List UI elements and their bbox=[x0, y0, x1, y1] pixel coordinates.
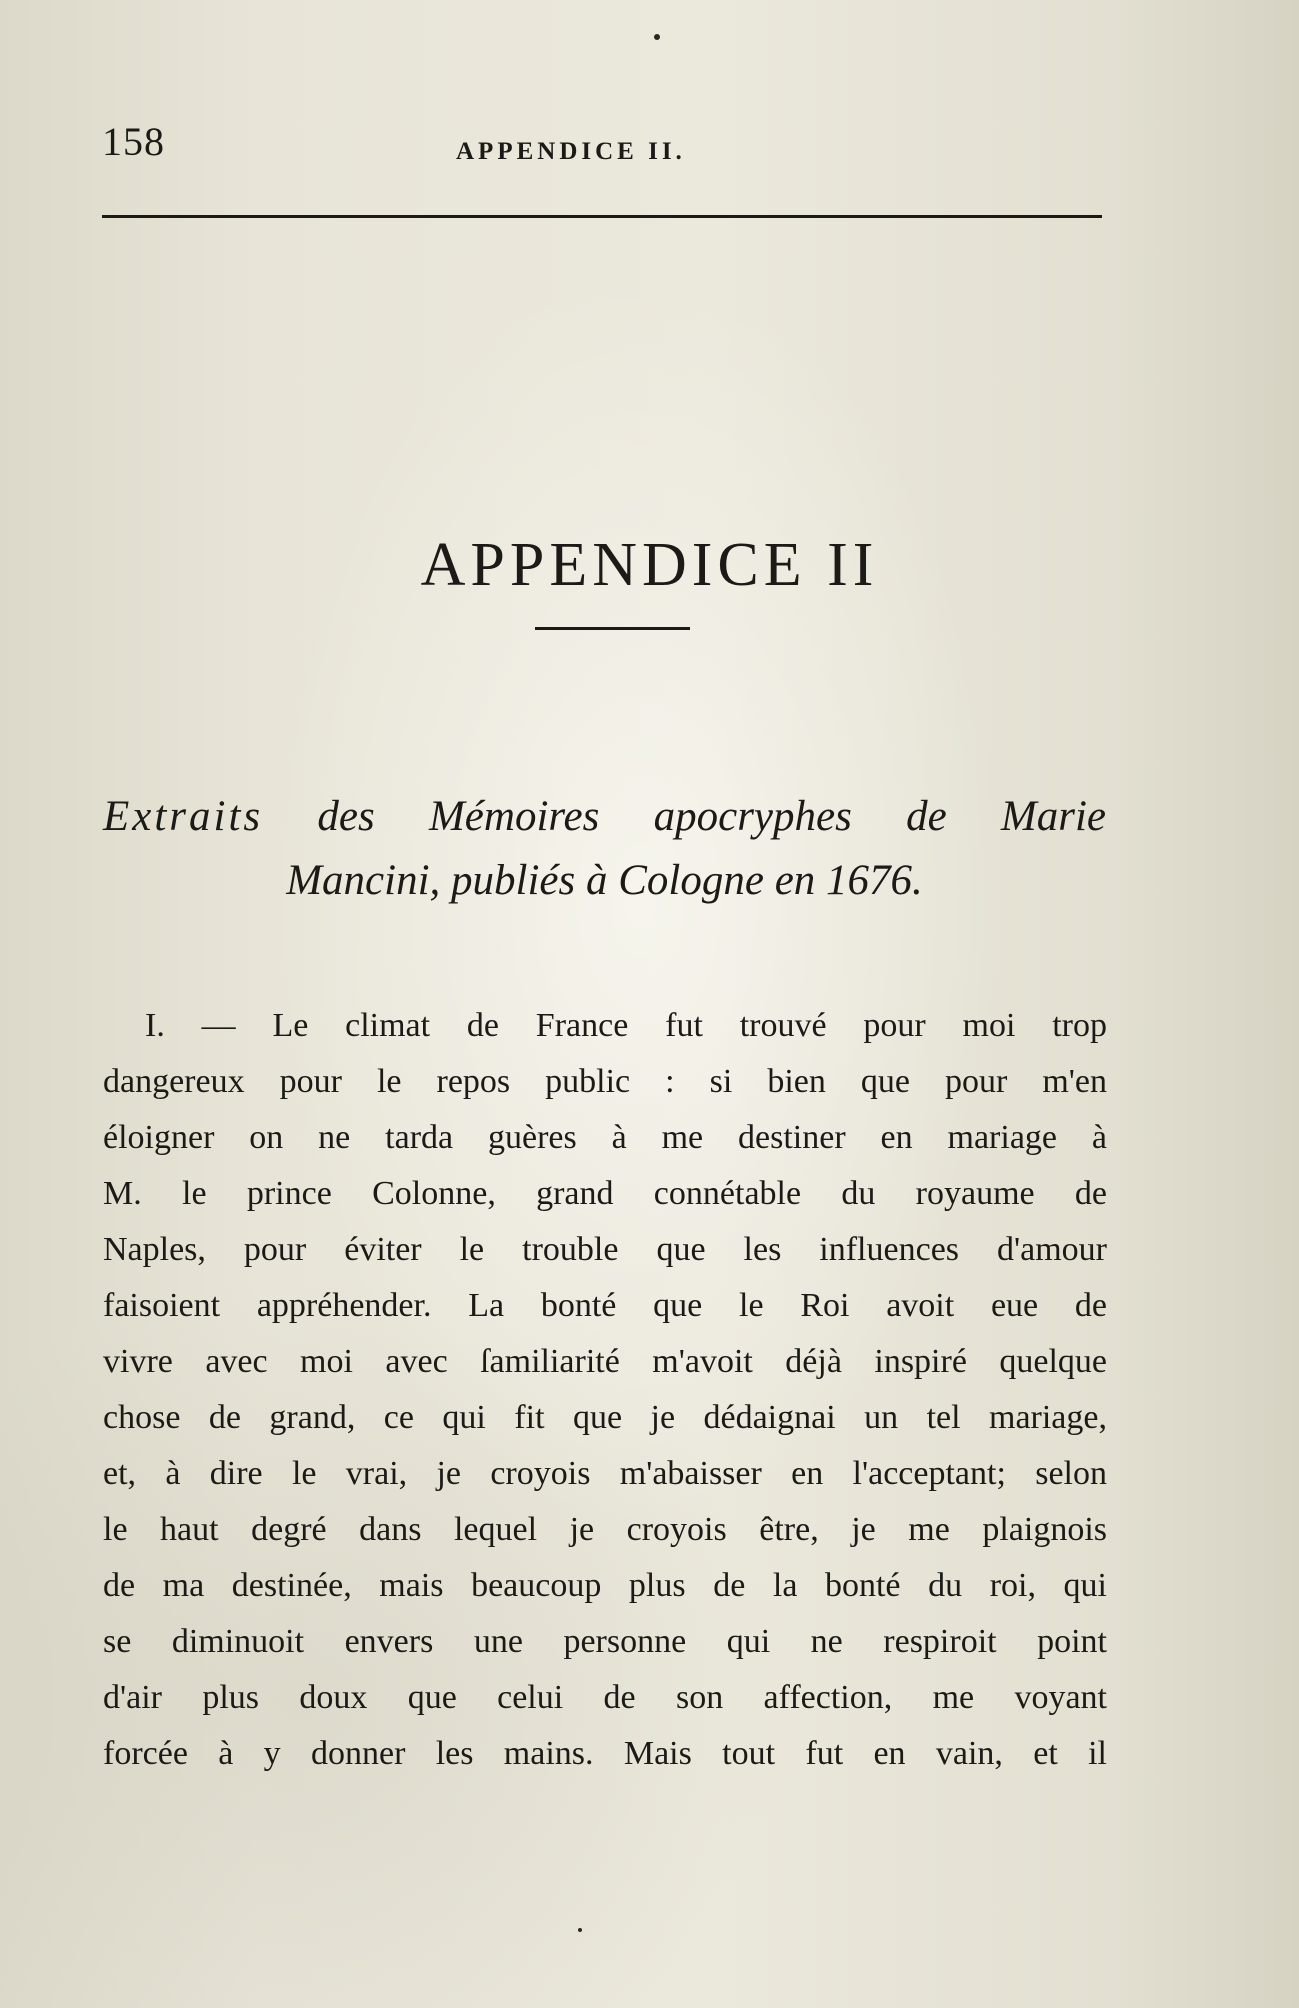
body-line: forcée à y donner les mains. Mais tout fut en vain, et il bbox=[103, 1735, 1107, 1772]
body-line: faisoient appréhender. La bonté que le Roi avoit eue de bbox=[103, 1287, 1107, 1324]
body-line: vivre avec moi avec ſamiliarité m'avoit déjà inspiré quelque bbox=[103, 1343, 1107, 1380]
body-line: de ma destinée, mais beaucoup plus de la bonté du roi, qui bbox=[103, 1567, 1107, 1604]
running-title: APPENDICE II. bbox=[456, 138, 686, 165]
ink-speck-top bbox=[654, 34, 660, 40]
body-line: éloigner on ne tarda guères à me destiner en mariage à bbox=[103, 1119, 1107, 1156]
body-line: d'air plus doux que celui de son affection, me voyant bbox=[103, 1679, 1107, 1716]
page-number: 158 bbox=[102, 119, 165, 164]
body-paragraph bbox=[103, 998, 1107, 1782]
ink-speck-bottom bbox=[578, 1928, 582, 1932]
subtitle-line-1 bbox=[103, 785, 1106, 849]
section-subtitle bbox=[103, 785, 1106, 913]
appendix-title: APPENDICE II bbox=[420, 530, 879, 599]
header-rule bbox=[102, 215, 1102, 218]
body-line: se diminuoit envers une personne qui ne respiroit point bbox=[103, 1623, 1107, 1660]
body-line: I. — Le climat de France fut trouvé pour moi trop bbox=[145, 1007, 1107, 1044]
running-head bbox=[102, 118, 1102, 178]
subtitle-lead-word: Extraits bbox=[103, 793, 264, 840]
body-line: chose de grand, ce qui fit que je dédaignai un tel mariage, bbox=[103, 1399, 1107, 1436]
subtitle-line-1-rest: des Mémoires apocryphes de Marie bbox=[317, 793, 1106, 840]
title-rule bbox=[535, 627, 690, 630]
body-line: Naples, pour éviter le trouble que les influences d'amour bbox=[103, 1231, 1107, 1268]
body-line: dangereux pour le repos public : si bien que pour m'en bbox=[103, 1063, 1107, 1100]
subtitle-line-2: Mancini, publiés à Cologne en 1676. bbox=[286, 857, 923, 904]
body-line: le haut degré dans lequel je croyois être, je me plaignois bbox=[103, 1511, 1107, 1548]
body-line: M. le prince Colonne, grand connétable du royaume de bbox=[103, 1175, 1107, 1212]
body-line: et, à dire le vrai, je croyois m'abaisser en l'acceptant; selon bbox=[103, 1455, 1107, 1492]
